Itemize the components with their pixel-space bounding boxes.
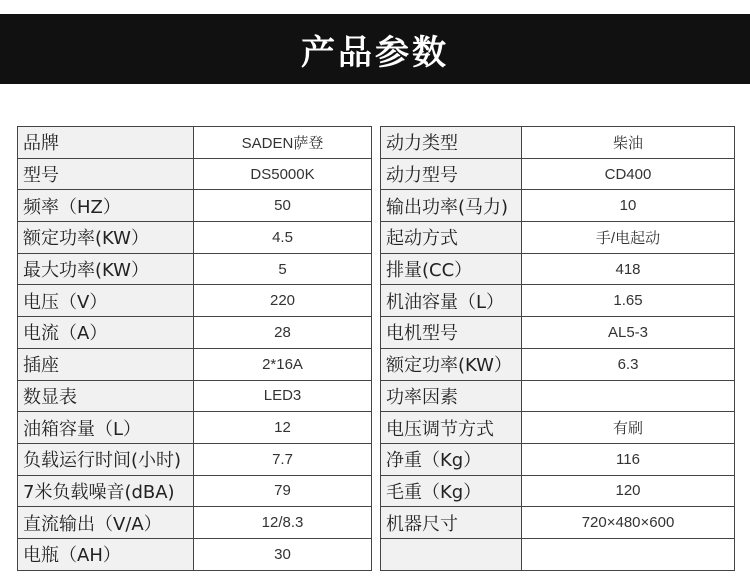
spec-value: 418 xyxy=(522,253,735,285)
table-row xyxy=(18,507,372,539)
table-row xyxy=(381,190,735,222)
table-row xyxy=(381,317,735,349)
spec-label: 电瓶（AH） xyxy=(18,538,194,570)
spec-label: 7米负载噪音(dBA) xyxy=(18,475,194,507)
spec-value: 6.3 xyxy=(522,348,735,380)
spec-label: 电压调节方式 xyxy=(381,412,522,444)
spec-value: 30 xyxy=(194,538,372,570)
table-row xyxy=(381,507,735,539)
table-row xyxy=(18,538,372,570)
table-row xyxy=(18,443,372,475)
table-row xyxy=(18,317,372,349)
spec-label: 电压（V） xyxy=(18,285,194,317)
spec-value: 50 xyxy=(194,190,372,222)
spec-value: 1.65 xyxy=(522,285,735,317)
spec-label xyxy=(381,538,522,570)
spec-value: 7.7 xyxy=(194,443,372,475)
spec-label: 净重（Kg） xyxy=(381,443,522,475)
table-row xyxy=(381,380,735,412)
table-row xyxy=(18,348,372,380)
table-row xyxy=(381,475,735,507)
title-banner xyxy=(0,14,750,84)
spec-value: 4.5 xyxy=(194,222,372,254)
spec-value: 120 xyxy=(522,475,735,507)
spec-label: 起动方式 xyxy=(381,222,522,254)
spec-value: 2*16A xyxy=(194,348,372,380)
table-row xyxy=(18,127,372,159)
spec-label: 最大功率(KW） xyxy=(18,253,194,285)
spec-label: 直流输出（V/A） xyxy=(18,507,194,539)
spec-value: 10 xyxy=(522,190,735,222)
spec-label: 频率（HZ） xyxy=(18,190,194,222)
spec-value: 12/8.3 xyxy=(194,507,372,539)
spec-label: 动力型号 xyxy=(381,158,522,190)
spec-label: 机油容量（L） xyxy=(381,285,522,317)
table-row xyxy=(381,285,735,317)
spec-value: 79 xyxy=(194,475,372,507)
table-row xyxy=(18,285,372,317)
spec-label: 电流（A） xyxy=(18,317,194,349)
spec-value xyxy=(522,380,735,412)
table-row xyxy=(381,538,735,570)
spec-value: LED3 xyxy=(194,380,372,412)
spec-value: 手/电起动 xyxy=(522,222,735,254)
table-row xyxy=(18,158,372,190)
spec-value: 柴油 xyxy=(522,127,735,159)
spec-label: 机器尺寸 xyxy=(381,507,522,539)
spec-label: 型号 xyxy=(18,158,194,190)
table-row xyxy=(381,222,735,254)
spec-table-left xyxy=(17,126,372,571)
spec-label: 电机型号 xyxy=(381,317,522,349)
spec-table-right xyxy=(380,126,735,571)
table-row xyxy=(18,475,372,507)
spec-value: 28 xyxy=(194,317,372,349)
spec-label: 输出功率(马力) xyxy=(381,190,522,222)
table-row xyxy=(381,443,735,475)
table-row xyxy=(381,127,735,159)
table-row xyxy=(18,412,372,444)
spec-label: 毛重（Kg） xyxy=(381,475,522,507)
spec-value xyxy=(522,538,735,570)
table-row xyxy=(18,222,372,254)
spec-label: 功率因素 xyxy=(381,380,522,412)
table-row xyxy=(18,380,372,412)
spec-value: SADEN萨登 xyxy=(194,127,372,159)
table-row xyxy=(381,158,735,190)
table-row xyxy=(381,253,735,285)
spec-value: 720×480×600 xyxy=(522,507,735,539)
spec-label: 油箱容量（L） xyxy=(18,412,194,444)
spec-value: CD400 xyxy=(522,158,735,190)
table-row xyxy=(18,190,372,222)
spec-value: AL5-3 xyxy=(522,317,735,349)
spec-label: 品牌 xyxy=(18,127,194,159)
spec-value: 有刷 xyxy=(522,412,735,444)
spec-value: 220 xyxy=(194,285,372,317)
table-row xyxy=(381,348,735,380)
spec-label: 负载运行时间(小时) xyxy=(18,443,194,475)
spec-value: DS5000K xyxy=(194,158,372,190)
spec-value: 116 xyxy=(522,443,735,475)
spec-value: 12 xyxy=(194,412,372,444)
spec-label: 动力类型 xyxy=(381,127,522,159)
spec-label: 排量(CC） xyxy=(381,253,522,285)
spec-label: 额定功率(KW） xyxy=(18,222,194,254)
page-title: 产品参数 xyxy=(301,32,449,73)
table-row xyxy=(18,253,372,285)
spec-value: 5 xyxy=(194,253,372,285)
table-row xyxy=(381,412,735,444)
spec-label: 插座 xyxy=(18,348,194,380)
spec-label: 数显表 xyxy=(18,380,194,412)
spec-label: 额定功率(KW） xyxy=(381,348,522,380)
